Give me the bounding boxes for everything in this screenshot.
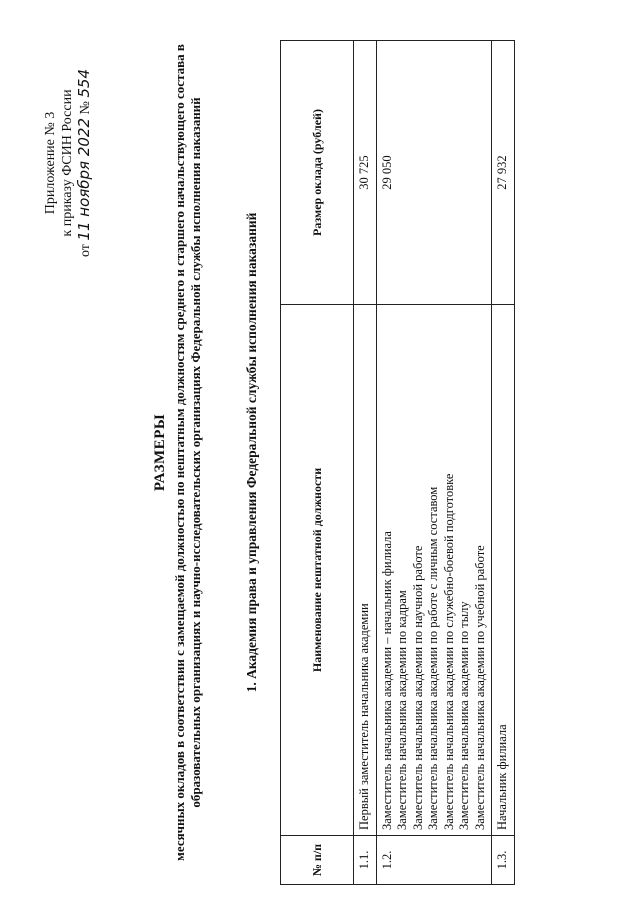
salary-value: 27 932 [495,155,509,190]
table-row [492,41,515,885]
row-name [376,305,492,836]
handwritten-date: 11 ноября 2022 [75,117,93,241]
header-num: № п/п [281,836,354,885]
appendix-title: Приложение № 3 [43,111,58,215]
document-title: РАЗМЕРЫ [152,413,168,492]
table-row [354,41,377,885]
section-title: 1. Академия права и управления Федеральной службы исполнения наказаний [244,212,259,693]
row-salary [492,41,515,305]
row-name [492,305,515,836]
position-name: Заместитель начальника академии по служебно-боевой подготовке [441,473,456,830]
appendix-date-line [76,43,94,283]
position-name: Заместитель начальника академии по тылу [457,601,471,830]
position-name: Заместитель начальника академии по работе с личным составом [426,486,440,830]
row-num: 1.1. [354,836,377,885]
salary-value: 30 725 [357,155,371,190]
header-salary: Размер оклада (рублей) [281,41,354,305]
salary-table [280,40,515,885]
position-name: Начальник филиала [495,724,509,830]
table-header-row [281,41,354,885]
number-prefix: № [78,101,93,115]
row-salary [376,41,492,305]
handwritten-number: 554 [75,68,93,98]
row-num: 1.3. [492,836,515,885]
position-name: Заместитель начальника академии – начальник филиала [379,531,394,830]
row-salary [354,41,377,305]
position-name: Первый заместитель начальника академии [357,603,371,830]
date-prefix: от [78,244,93,258]
position-name: Заместитель начальника академии по учебной работе [472,545,487,830]
row-num: 1.2. [376,836,492,885]
document-subtitle: месячных окладов в соответствии с замещаемой должностью по нештатным должностям среднего и старшего начальствующего состава в образовательных организациях и научно-исследовательских организациях Федеральной службы исполнения наказаний [172,44,203,861]
position-name: Заместитель начальника академии по кадрам [395,590,409,830]
appendix-block [42,43,94,283]
header-name: Наименование нештатной должности [281,305,354,836]
position-name: Заместитель начальника академии по научной работе [410,545,425,830]
salary-value: 29 050 [379,155,394,190]
table-row [376,41,492,885]
appendix-order: к приказу ФСИН России [60,89,75,237]
row-name [354,305,377,836]
